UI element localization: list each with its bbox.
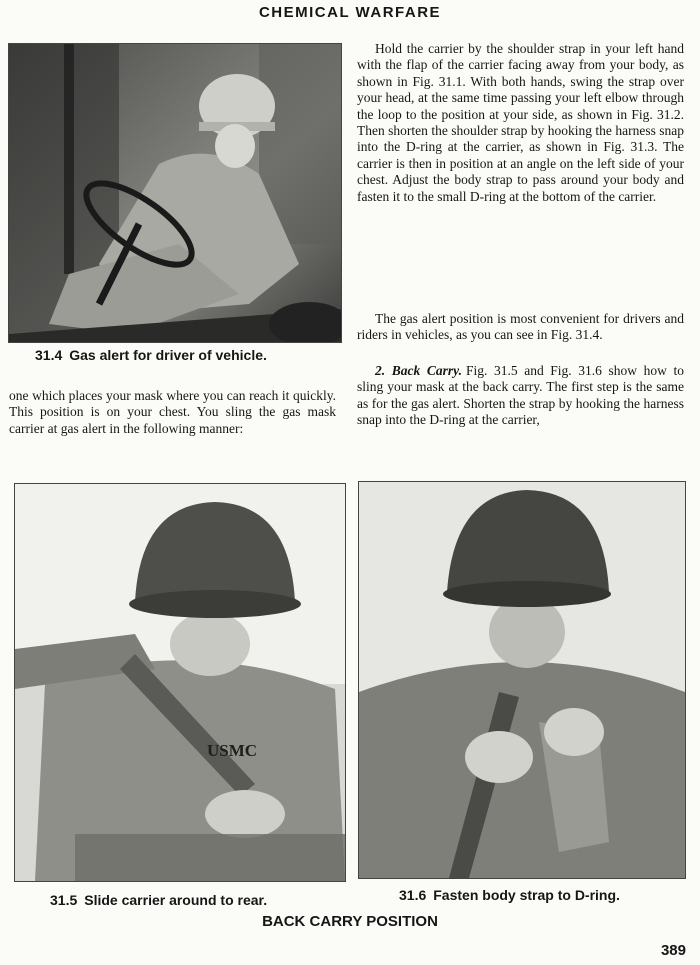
section-heading-back-carry: 2. Back Carry. [375, 363, 462, 378]
paragraph-gas-alert-convenience: The gas alert position is most convenient for drivers and riders in vehicles, as you can see in Fig. 31.4. [357, 311, 684, 343]
figure-caption-text: Gas alert for driver of vehicle. [69, 347, 267, 363]
figure-caption-31-6 [399, 887, 620, 903]
paragraph-back-carry [357, 363, 684, 429]
paragraph-back-carry-body: Fig. 31.5 and Fig. 31.6 show how to sling your mask at the back carry. The first step is the same as for the gas alert. Shorten the strap by hooking the harness snap into the D-ring at the carrier, [357, 363, 684, 428]
figure-number: 31.6 [399, 887, 427, 903]
figure-number: 31.4 [35, 347, 63, 363]
usmc-emblem-text: USMC [207, 741, 258, 760]
paragraph-gas-alert-steps: Hold the carrier by the shoulder strap in your left hand with the flap of the carrier facing away from your body, as shown in Fig. 31.1. With both hands, swing the strap over your head, at the same time passing your left elbow through the loop to the position at your side, as shown in Fig. 31.2. Then shorten the shoulder strap by hooking the harness snap into the D-ring at the carrier, as shown in Fig. 31.3. The carrier is then in position at an angle on the left side of your chest. Adjust the body strap to pass around your body and fasten it to the small D-ring at the bottom of the carrier. [357, 41, 684, 204]
photo-fasten-body-strap [358, 481, 686, 879]
running-head: CHEMICAL WARFARE [258, 4, 442, 21]
photo-slide-carrier-to-rear [14, 483, 346, 882]
paragraph-gas-alert-intro: one which places your mask where you can reach it quickly. This position is on your chest. You sling the gas mask carrier at gas alert in the following manner: [9, 388, 336, 436]
figure-caption-31-4 [35, 347, 267, 363]
figure-caption-text: Slide carrier around to rear. [84, 892, 268, 908]
figure-caption-text: Fasten body strap to D-ring. [433, 887, 620, 903]
page-number: 389 [660, 942, 686, 959]
plate-title: BACK CARRY POSITION [262, 913, 438, 930]
figure-caption-31-5 [50, 892, 267, 908]
photo-gas-alert-driver [8, 43, 342, 343]
figure-number: 31.5 [50, 892, 78, 908]
